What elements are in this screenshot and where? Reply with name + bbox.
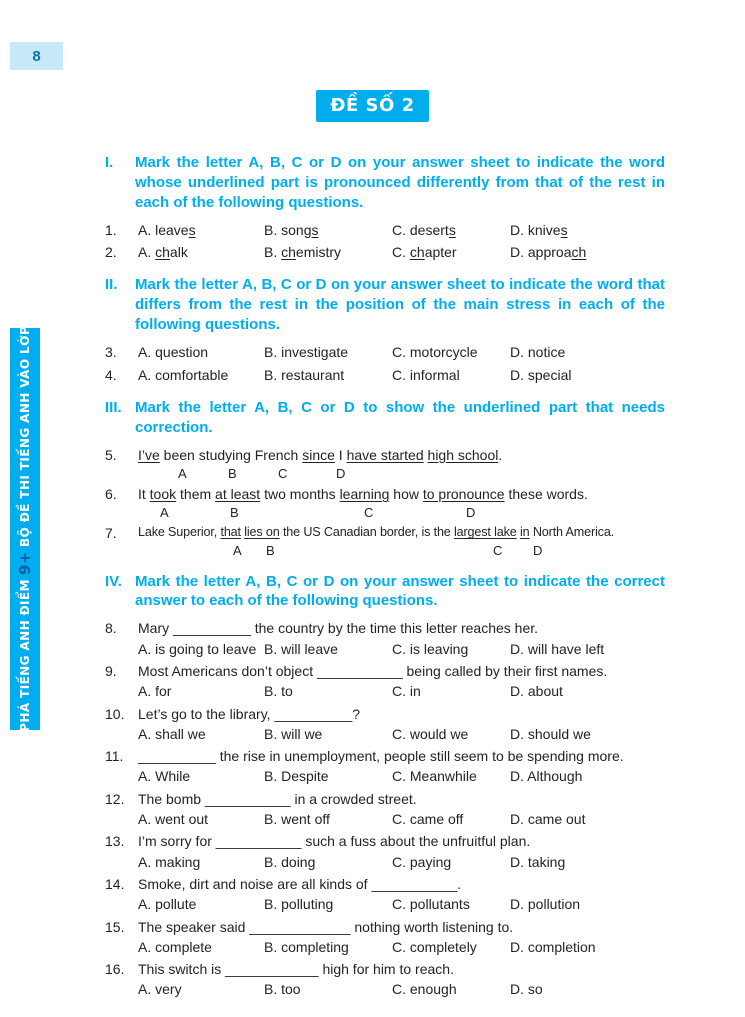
text-segment: these words. [504, 485, 588, 502]
underlined-text: took [149, 485, 177, 502]
option: A. complete [138, 938, 212, 955]
underlined-text: s [448, 221, 456, 238]
question-body [138, 220, 665, 240]
text-segment: B. song [264, 221, 312, 238]
question-body [138, 874, 665, 915]
sidebar-banner [10, 292, 40, 766]
option: C. Meanwhile [392, 768, 477, 785]
answer-label: A [233, 542, 242, 558]
text-segment: C. [392, 244, 410, 261]
section-instruction: Mark the letter A, B, C or D on your answer sheet to indicate the correct answer to each of the following questions. [135, 572, 665, 610]
question-body [138, 661, 665, 702]
option: C. paying [392, 853, 452, 870]
text-segment: A. question [138, 344, 209, 361]
answer-label: B [266, 542, 275, 558]
option [510, 342, 665, 362]
underlined-text: ch [571, 244, 587, 261]
option: D. about [510, 683, 563, 700]
sidebar-vertical-text [10, 292, 40, 766]
question-body [138, 523, 665, 558]
question-stem: Most Americans don’t object ___________ being called by their first names. [138, 663, 608, 679]
sentence [138, 484, 665, 504]
section [105, 153, 665, 262]
question [105, 220, 665, 240]
question-stem: I’m sorry for ___________ such a fuss about the unfruitful plan. [138, 833, 531, 850]
answer-label: D [336, 465, 346, 481]
section [105, 572, 665, 1000]
answer-label: C [493, 542, 503, 558]
sentence [138, 523, 665, 541]
sidebar-series-title: ĐỘT PHÁ TIẾNG ANH ĐIỂM [18, 578, 32, 766]
question-number: 16. [105, 961, 125, 978]
question [105, 704, 665, 745]
option: C. would we [392, 725, 469, 742]
option: B. to [264, 683, 293, 700]
question-number: 9. [105, 663, 117, 679]
answer-label: C [364, 505, 374, 521]
option: D. completion [510, 938, 596, 955]
question-number: 3. [105, 344, 117, 361]
text-segment: A. leave [138, 221, 189, 238]
underlined-text: ch [409, 244, 425, 261]
options-row [138, 220, 665, 240]
question-stem: The bomb ___________ in a crowded street. [138, 790, 417, 807]
question-number: 7. [105, 525, 117, 542]
option: D. Although [510, 768, 583, 785]
option [392, 342, 510, 362]
text-segment: them [176, 485, 216, 502]
question-body [138, 831, 665, 872]
text-segment: the US Canadian border, is the [279, 525, 455, 540]
text-segment: C. desert [392, 221, 449, 238]
question-body [138, 484, 665, 521]
text-segment: I [334, 446, 347, 463]
option [392, 242, 510, 262]
question-body [138, 242, 665, 262]
option: D. pollution [510, 896, 581, 913]
page-number: 8 [32, 47, 41, 65]
option [138, 242, 264, 262]
options-row [138, 937, 665, 957]
question [105, 342, 665, 362]
section-numeral: IV. [105, 572, 122, 590]
page-number-box [10, 42, 63, 70]
sidebar-book-title: BỘ ĐỀ THI TIẾNG ANH VÀO LỚP [18, 325, 32, 547]
underlined-text: s [311, 221, 319, 238]
option [510, 365, 665, 385]
question-body [138, 746, 665, 787]
text-segment: B. [264, 244, 282, 261]
underlined-text: ch [155, 244, 170, 261]
question-number: 1. [105, 221, 117, 238]
option: A. making [138, 853, 201, 870]
section-header [105, 275, 665, 335]
options-row [138, 639, 665, 659]
question-number: 8. [105, 620, 117, 637]
text-segment: been studying French [159, 446, 303, 463]
answer-label: C [278, 465, 288, 481]
underlined-text: at least [215, 485, 261, 502]
question-stem: Let’s go to the library, __________? [138, 705, 361, 722]
option: C. pollutants [392, 896, 470, 913]
text-segment: A. comfortable [138, 366, 229, 383]
option: B. will we [264, 725, 323, 742]
option: B. completing [264, 938, 349, 955]
answer-labels [138, 504, 665, 521]
section-instruction: Mark the letter A, B, C or D on your answer sheet to indicate the word that differs from the rest in the position of the main stress in each of the following questions. [135, 276, 665, 334]
option: B. polluting [264, 896, 334, 913]
option [510, 220, 665, 240]
question [105, 618, 665, 659]
sentence [138, 445, 665, 465]
question [105, 523, 665, 558]
options-row [138, 766, 665, 786]
underlined-text: s [560, 221, 568, 238]
question [105, 789, 665, 830]
text-segment: Lake Superior, [138, 525, 221, 540]
text-segment: how [389, 485, 423, 502]
question [105, 484, 665, 521]
option [264, 220, 392, 240]
question-number: 6. [105, 485, 117, 502]
question-stem: __________ the rise in unemployment, people still seem to be spending more. [138, 748, 624, 765]
text-segment: It [138, 485, 150, 502]
question-number: 13. [105, 833, 125, 850]
underlined-text: since [302, 446, 335, 463]
option: C. is leaving [392, 640, 469, 657]
option: B. went off [264, 811, 330, 828]
option: B. will leave [264, 640, 338, 657]
sections [105, 140, 665, 1002]
section-numeral: I. [105, 154, 114, 171]
text-segment: emistry [295, 244, 342, 261]
option: A. shall we [138, 725, 206, 742]
text-segment: B. restaurant [264, 366, 345, 383]
underlined-text: have started [346, 446, 424, 463]
question-body [138, 618, 665, 659]
underlined-text: to pronounce [422, 485, 505, 502]
text-segment: D. approa [510, 244, 572, 261]
answer-label: A [178, 465, 187, 481]
question [105, 831, 665, 872]
option: D. should we [510, 725, 591, 742]
underlined-text: high school [427, 446, 499, 463]
sidebar-grade-number: 10 [13, 292, 37, 322]
option [138, 342, 264, 362]
text-segment: apter [424, 244, 457, 261]
option [264, 242, 392, 262]
option: B. doing [264, 853, 316, 870]
options-row [138, 809, 665, 829]
text-segment: D. special [510, 366, 572, 383]
question [105, 874, 665, 915]
answer-labels [138, 542, 665, 559]
underlined-text: s [188, 221, 196, 238]
section-header [105, 572, 665, 612]
option [510, 242, 665, 262]
option [138, 365, 264, 385]
option: A. went out [138, 811, 209, 828]
option: A. very [138, 981, 182, 998]
section-numeral: II. [105, 276, 118, 294]
option: D. came out [510, 811, 586, 828]
question-body [138, 445, 665, 482]
text-segment: B. investigate [264, 344, 349, 361]
question-body [138, 789, 665, 830]
option: C. completely [392, 938, 477, 955]
text-segment: C. motorcycle [392, 344, 478, 361]
text-segment: North America. [529, 525, 615, 540]
text-segment: A. [138, 244, 156, 261]
title-row [0, 90, 745, 122]
option: B. Despite [264, 768, 329, 785]
text-segment: C. informal [392, 366, 460, 383]
option: A. is going to leave [138, 640, 257, 657]
question-number: 2. [105, 244, 117, 261]
options-row [138, 979, 665, 999]
section [105, 398, 665, 559]
sidebar-score-badge: 9+ [16, 550, 34, 575]
question-stem: Smoke, dirt and noise are all kinds of ___________. [138, 875, 461, 892]
answer-label: A [160, 505, 169, 521]
question [105, 445, 665, 482]
question-stem: The speaker said _____________ nothing worth listening to. [138, 918, 514, 935]
section-numeral: III. [105, 398, 122, 416]
underlined-text: learning [339, 485, 390, 502]
options-row [138, 852, 665, 872]
option: D. taking [510, 853, 566, 870]
answer-label: B [228, 465, 237, 481]
option: A. While [138, 768, 191, 785]
question [105, 917, 665, 958]
question-number: 10. [105, 705, 125, 722]
question-number: 15. [105, 918, 125, 935]
text-segment: . [498, 446, 503, 463]
text-segment: D. knive [510, 221, 561, 238]
options-row [138, 724, 665, 744]
option: A. for [138, 683, 172, 700]
question-body [138, 704, 665, 745]
question-stem: Mary __________ the country by the time this letter reaches her. [138, 620, 539, 637]
page-title: ĐỀ SỐ 2 [316, 90, 428, 122]
question-stem: This switch is ____________ high for him to reach. [138, 961, 454, 978]
question [105, 746, 665, 787]
options-row [138, 894, 665, 914]
underlined-text: ch [281, 244, 296, 261]
option: B. too [264, 981, 301, 998]
question-number: 11. [105, 748, 124, 765]
option [138, 220, 264, 240]
option [392, 365, 510, 385]
question-body [138, 365, 665, 385]
answer-label: D [533, 542, 543, 558]
section [105, 275, 665, 384]
underlined-text: that [220, 525, 241, 540]
option [264, 365, 392, 385]
question-number: 5. [105, 446, 117, 463]
option: C. enough [392, 981, 457, 998]
option: A. pollute [138, 896, 197, 913]
question [105, 242, 665, 262]
underlined-text: largest lake [454, 525, 517, 540]
options-row [138, 365, 665, 385]
section-instruction: Mark the letter A, B, C or D on your answer sheet to indicate the word whose underlined part is pronounced differently from that of the rest in each of the following questions. [135, 154, 665, 211]
text-segment: two months [260, 485, 340, 502]
option: D. so [510, 981, 543, 998]
section-header [105, 153, 665, 213]
option [392, 220, 510, 240]
options-row [138, 342, 665, 362]
answer-labels [138, 465, 665, 482]
options-row [138, 242, 665, 262]
answer-label: B [230, 505, 239, 521]
underlined-text: lies on [244, 525, 280, 540]
option: D. will have left [510, 640, 605, 657]
question-number: 4. [105, 366, 117, 383]
question [105, 365, 665, 385]
section-header [105, 398, 665, 438]
question [105, 959, 665, 1000]
underlined-text: I’ve [138, 446, 160, 463]
underlined-text: in [519, 525, 530, 540]
question-number: 12. [105, 790, 125, 807]
option: C. came off [392, 811, 464, 828]
question-body [138, 917, 665, 958]
text-segment: D. notice [510, 344, 566, 361]
section-instruction: Mark the letter A, B, C or D to show the underlined part that needs correction. [135, 398, 665, 436]
question-body [138, 959, 665, 1000]
options-row [138, 681, 665, 701]
option: C. in [392, 683, 421, 700]
text-segment: alk [169, 244, 188, 261]
option [264, 342, 392, 362]
question [105, 661, 665, 702]
answer-label: D [466, 505, 476, 521]
question-number: 14. [105, 875, 125, 892]
question-body [138, 342, 665, 362]
